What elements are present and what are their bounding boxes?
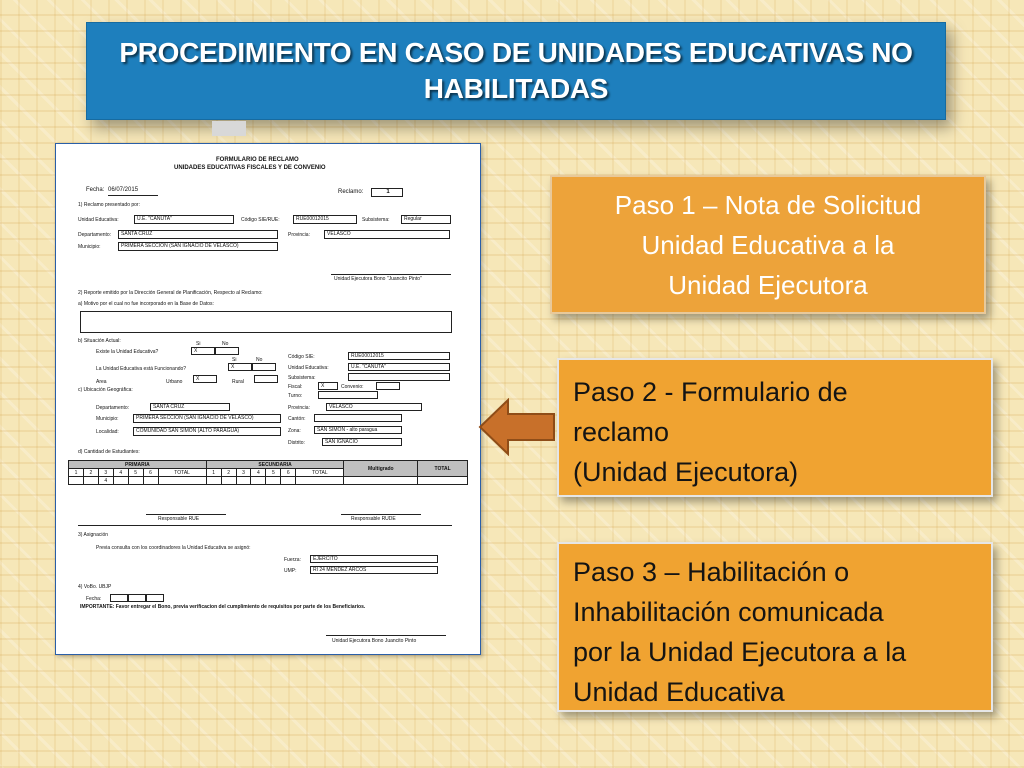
form-line — [108, 195, 158, 196]
form-depto2-label: Departamento: — [96, 405, 130, 411]
form-funcionando-no — [252, 363, 276, 371]
form-subsistema2-box — [348, 373, 450, 381]
step-3-line: Paso 3 – Habilitación o — [573, 557, 850, 587]
step-3-text — [573, 552, 977, 712]
form-subsistema2-label: Subsistema: — [288, 375, 316, 381]
form-depto-label: Departamento: — [78, 232, 112, 238]
form-ump-value: RI 24 MENDEZ ARCOS — [310, 566, 438, 574]
form-ue-label: Unidad Educativa: — [78, 217, 119, 223]
grade-cell: 3 — [98, 469, 113, 477]
step-3-line: por la Unidad Ejecutora a la — [573, 637, 907, 667]
grade-cell: 2 — [221, 469, 236, 477]
count-cell — [113, 477, 128, 485]
grade-cell: 1 — [206, 469, 221, 477]
form-sign-2: Unidad Ejecutora Bono Juancito Pinto — [332, 638, 417, 644]
form-localidad-label: Localidad: — [96, 429, 119, 435]
form-si-1: Si — [196, 341, 201, 347]
step-2-box — [557, 358, 993, 497]
form-convenio-label: Convenio: — [341, 384, 364, 390]
count-cell — [221, 477, 236, 485]
form-municipio-value: PRIMERA SECCIÓN (SAN IGNACIO DE VELASCO) — [118, 242, 278, 251]
step-2-text — [573, 372, 977, 492]
form-fiscal-box: X — [318, 382, 338, 390]
form-canton-label: Cantón: — [288, 416, 306, 422]
step-2-line: (Unidad Ejecutora) — [573, 457, 799, 487]
form-sec2c: c) Ubicación Geográfica: — [78, 387, 133, 393]
form-sign-line-2 — [326, 635, 446, 636]
form-ue-value: U.E. "CANUTA" — [134, 215, 234, 224]
step-3-line: Unidad Educativa — [573, 677, 785, 707]
step-1-line: Unidad Ejecutora — [668, 269, 868, 300]
count-cell — [236, 477, 251, 485]
count-cell — [128, 477, 143, 485]
table-head-primaria: PRIMARIA — [69, 461, 207, 469]
grade-cell: 3 — [236, 469, 251, 477]
form-sign-line-1 — [331, 274, 451, 275]
count-cell — [281, 477, 296, 485]
form-previa: Previa consulta con los coordinadores la Unidad Educativa se asignó: — [96, 545, 251, 551]
form-zona-label: Zona: — [288, 428, 301, 434]
form-subsistema-label: Subsistema: — [362, 217, 390, 223]
form-urbano-label: Urbano — [166, 379, 183, 385]
form-no-1: No — [222, 341, 229, 347]
count-cell — [143, 477, 158, 485]
step-3-line: Inhabilitación comunicada — [573, 597, 884, 627]
form-title-2: UNIDADES EDUCATIVAS FISCALES Y DE CONVENIO — [174, 165, 326, 171]
form-turno-box — [318, 391, 378, 399]
form-sign-line-rude — [341, 514, 421, 515]
table-head-total: TOTAL — [418, 461, 468, 477]
grade-total: TOTAL — [296, 469, 344, 477]
title-line-2: HABILITADAS — [423, 73, 609, 104]
count-cell — [158, 477, 206, 485]
form-fecha-value: 06/07/2015 — [108, 187, 139, 193]
form-canton-box — [314, 414, 402, 422]
form-si-2: Si — [232, 357, 237, 363]
form-urbano-box: X — [193, 375, 217, 383]
grade-cell: 4 — [113, 469, 128, 477]
form-sec2d: d) Cantidad de Estudiantes: — [78, 449, 140, 455]
title-tab-decoration — [212, 121, 246, 136]
form-ue2-value: U.E. "CANUTA" — [348, 363, 450, 371]
step-1-box — [550, 175, 986, 314]
grade-cell: 5 — [128, 469, 143, 477]
form-rural-box — [254, 375, 278, 383]
count-cell — [83, 477, 98, 485]
count-cell — [206, 477, 221, 485]
form-sec2: 2) Reporte emitido por la Dirección General de Planificación, Respecto al Reclamo: — [78, 290, 263, 296]
title-banner — [86, 22, 946, 120]
form-reclamo-label: Reclamo: — [338, 189, 364, 195]
count-cell — [296, 477, 344, 485]
table-head-secundaria: SECUNDARIA — [206, 461, 344, 469]
claim-form-image — [55, 143, 481, 655]
grade-cell: 6 — [143, 469, 158, 477]
count-cell — [266, 477, 281, 485]
form-sign-line-rue — [146, 514, 226, 515]
students-table — [68, 460, 468, 485]
step-1-line: Unidad Educativa a la — [641, 229, 895, 260]
form-muni2-value: PRIMERA SECCIÓN (SAN IGNACIO DE VELASCO) — [133, 414, 281, 423]
form-existe-label: Existe la Unidad Educativa? — [96, 349, 159, 355]
form-fiscal-label: Fiscal: — [288, 384, 303, 390]
form-fecha2-box-m — [128, 594, 146, 602]
form-ue2-label: Unidad Educativa: — [288, 365, 329, 371]
form-ump-label: UMP: — [284, 568, 297, 574]
form-subsistema-value: Regular — [401, 215, 451, 224]
form-existe-si: X — [191, 347, 215, 355]
form-muni2-label: Municipio: — [96, 416, 119, 422]
count-cell — [344, 477, 418, 485]
step-1-line: Paso 1 – Nota de Solicitud — [614, 189, 922, 220]
form-localidad-value: COMUNIDAD SAN SIMON (ALTO PARAGUA) — [133, 427, 281, 436]
grade-cell: 5 — [266, 469, 281, 477]
count-cell: 4 — [98, 477, 113, 485]
form-reclamo-value: 1 — [371, 188, 403, 197]
form-provincia-label: Provincia: — [288, 232, 310, 238]
form-existe-no — [215, 347, 239, 355]
form-convenio-box — [376, 382, 400, 390]
form-distrito-label: Distrito: — [288, 440, 305, 446]
form-provincia-value: VELASCO — [324, 230, 450, 239]
grade-total: TOTAL — [158, 469, 206, 477]
form-fecha2-label: Fecha: — [86, 596, 102, 602]
left-arrow-icon — [478, 398, 556, 456]
form-prov2-value: VELASCO — [326, 403, 422, 411]
count-cell — [418, 477, 468, 485]
form-divider — [78, 525, 452, 526]
form-sign-1: Unidad Ejecutora Bono "Juancito Pinto" — [334, 276, 422, 282]
form-fecha2-box-y — [146, 594, 164, 602]
form-depto-value: SANTA CRUZ — [118, 230, 278, 239]
form-fuerza-value: EJERCITO — [310, 555, 438, 563]
form-fecha-label: Fecha: — [86, 187, 105, 193]
form-resp-rude: Responsable RUDE — [351, 516, 396, 522]
grade-cell: 4 — [251, 469, 266, 477]
form-prov2-label: Provincia: — [288, 405, 310, 411]
step-1-text — [615, 185, 921, 305]
form-area-label: Area — [96, 379, 107, 385]
form-funcionando-si: X — [228, 363, 252, 371]
form-sec3: 3) Asignación — [78, 532, 109, 538]
form-zona-value: SAN SIMON - alto paragua — [314, 426, 402, 434]
step-2-line: reclamo — [573, 417, 670, 447]
form-importante: IMPORTANTE: Favor entregar el Bono, previa verificacion del cumplimiento de requisitos por parte de los Beneficiarios. — [80, 604, 366, 610]
form-sec2b: b) Situación Actual: — [78, 338, 121, 344]
grade-cell: 1 — [69, 469, 84, 477]
grade-cell: 2 — [83, 469, 98, 477]
form-title-1: FORMULARIO DE RECLAMO — [216, 157, 299, 163]
grade-cell: 6 — [281, 469, 296, 477]
form-sie-value: RUE00012015 — [293, 215, 357, 224]
step-3-box — [557, 542, 993, 712]
form-municipio-label: Municipio: — [78, 244, 101, 250]
slide-title — [119, 35, 912, 107]
form-codsie-value: RUE00012015 — [348, 352, 450, 360]
form-turno-label: Turno: — [288, 393, 303, 399]
form-resp-rue: Responsable RUE — [158, 516, 200, 522]
form-rural-label: Rural — [232, 379, 244, 385]
form-distrito-value: SAN IGNACIO — [322, 438, 402, 446]
form-fuerza-label: Fuerza: — [284, 557, 301, 563]
form-motivo-box — [80, 311, 452, 333]
step-2-line: Paso 2 - Formulario de — [573, 377, 848, 407]
form-funcionando-label: La Unidad Educativa está Funcionando? — [96, 366, 187, 372]
count-cell — [251, 477, 266, 485]
form-sec1: 1) Reclamo presentado por: — [78, 202, 140, 208]
form-depto2-value: SANTA CRUZ — [150, 403, 230, 411]
table-head-multigrado: Multigrado — [344, 461, 418, 477]
title-line-1: PROCEDIMIENTO EN CASO DE UNIDADES EDUCATIVAS NO — [119, 37, 913, 68]
form-no-2: No — [256, 357, 263, 363]
form-codsie-label: Código SIE: — [288, 354, 315, 360]
form-sec4: 4) VoBo. UBJP — [78, 584, 112, 590]
form-sec2a: a) Motivo por el cual no fue incorporado en la Base de Datos: — [78, 301, 214, 307]
form-fecha2-box-d — [110, 594, 128, 602]
form-sie-label: Código SIE/RUE: — [241, 217, 280, 223]
count-cell — [69, 477, 84, 485]
